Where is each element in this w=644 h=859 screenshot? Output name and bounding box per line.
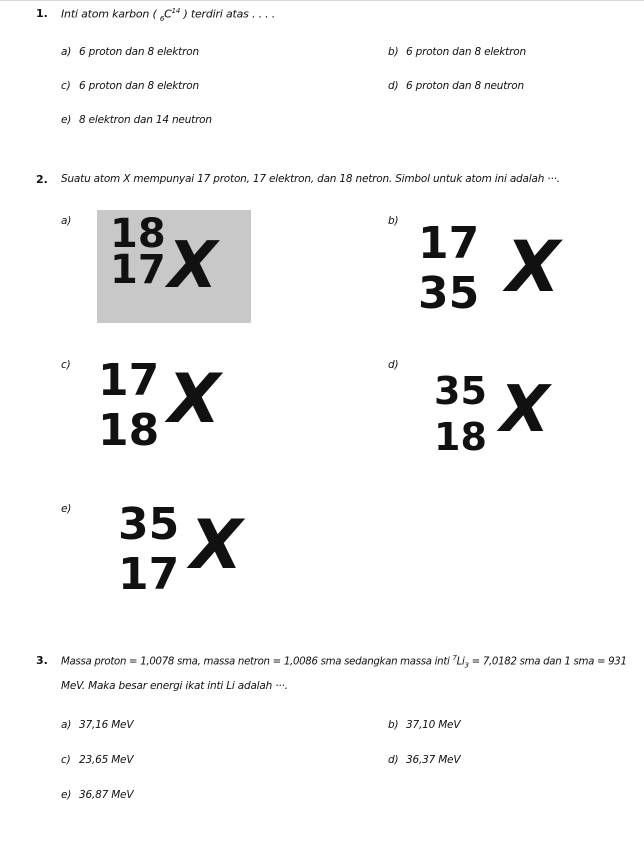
q1-option-e[interactable]: e) 8 elektron dan 14 neutron bbox=[61, 114, 212, 126]
q2-d-atomic-number: 18 bbox=[434, 415, 487, 459]
q2-d-element-letter: X bbox=[500, 373, 550, 447]
q3-option-a[interactable]: a) 37,16 MeV bbox=[61, 719, 134, 731]
q2-text: Suatu atom X mempunyai 17 proton, 17 elektron, dan 18 netron. Simbol untuk atom ini adalah ···. bbox=[61, 173, 560, 185]
q2-a-element-letter: X bbox=[168, 229, 218, 303]
q2-e-element-letter: X bbox=[190, 506, 243, 585]
q2-option-e-symbol[interactable] bbox=[118, 499, 258, 600]
q2-e-atomic-number: 17 bbox=[118, 549, 180, 600]
q3-option-d[interactable]: d) 36,37 MeV bbox=[388, 754, 461, 766]
q2-b-mass-number: 17 bbox=[418, 218, 480, 269]
q3-option-e[interactable]: e) 36,87 MeV bbox=[61, 789, 134, 801]
q2-b-element-letter: X bbox=[506, 226, 560, 308]
q2-option-c-symbol[interactable] bbox=[98, 355, 228, 456]
q1-option-a[interactable]: a) 6 proton dan 8 elektron bbox=[61, 46, 199, 58]
q2-c-element-letter: X bbox=[168, 360, 221, 439]
q2-option-d-symbol[interactable] bbox=[434, 368, 564, 463]
q3-option-b[interactable]: b) 37,10 MeV bbox=[388, 719, 461, 731]
q2-option-b-symbol[interactable] bbox=[418, 218, 560, 319]
q2-option-b-label: b) bbox=[388, 215, 399, 227]
q2-option-a-label: a) bbox=[61, 215, 72, 227]
q2-option-a-symbol[interactable] bbox=[110, 211, 240, 303]
q2-e-mass-number: 35 bbox=[118, 499, 180, 550]
q3-number: 3. bbox=[36, 654, 48, 667]
q2-option-d-label: d) bbox=[388, 359, 399, 371]
q2-d-mass-number: 35 bbox=[434, 369, 487, 413]
q2-c-mass-number: 17 bbox=[98, 355, 160, 406]
q3-text-line1: Massa proton = 1,0078 sma, massa netron = 1,0086 sma sedangkan massa inti $^7Li_3 = 7,0182$ sma dan 1 sma = 931 bbox=[61, 654, 627, 670]
q3-text-line2: MeV. Maka besar energi ikat inti Li adalah ···. bbox=[61, 680, 288, 692]
q2-option-e-label: e) bbox=[61, 503, 72, 515]
top-border bbox=[0, 0, 644, 1]
q1-text: Inti atom karbon ( $_6C^{14}$ ) terdiri atas . . . . bbox=[61, 7, 276, 23]
q2-b-atomic-number: 35 bbox=[418, 268, 480, 319]
q1-option-c[interactable]: c) 6 proton dan 8 elektron bbox=[61, 80, 199, 92]
q1-option-b[interactable]: b) 6 proton dan 8 elektron bbox=[388, 46, 526, 58]
q1-option-d[interactable]: d) 6 proton dan 8 neutron bbox=[388, 80, 524, 92]
q2-c-atomic-number: 18 bbox=[98, 405, 160, 456]
q2-a-mass-number: 18 bbox=[110, 211, 166, 257]
q2-number: 2. bbox=[36, 173, 48, 186]
q2-a-atomic-number: 17 bbox=[110, 247, 166, 293]
q3-option-c[interactable]: c) 23,65 MeV bbox=[61, 754, 134, 766]
q2-option-c-label: c) bbox=[61, 359, 71, 371]
q1-number: 1. bbox=[36, 7, 48, 20]
